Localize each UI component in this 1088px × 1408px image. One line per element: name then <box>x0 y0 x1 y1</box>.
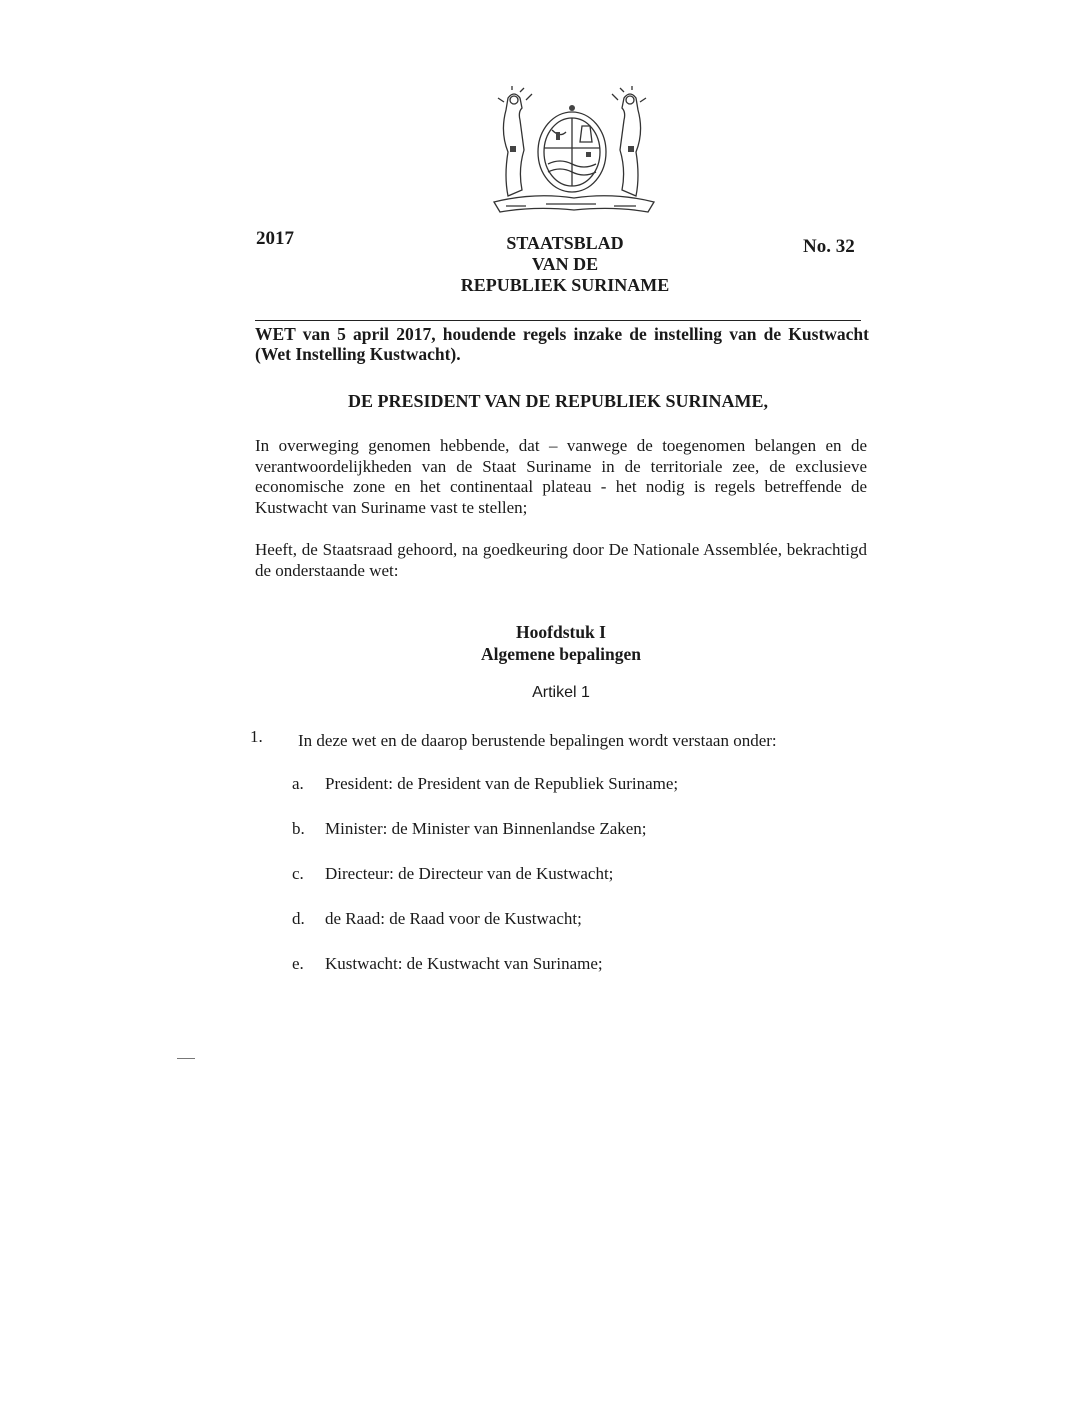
gazette-masthead <box>430 233 700 296</box>
clause-number: 1. <box>250 727 263 746</box>
definition-item <box>292 954 812 999</box>
masthead-line-1: STAATSBLAD <box>506 233 624 253</box>
title-divider <box>255 320 861 321</box>
definition-letter: b. <box>292 819 305 838</box>
gazette-year: 2017 <box>256 228 294 249</box>
definition-text: Kustwacht: de Kustwacht van Suriname; <box>325 954 603 973</box>
definition-text: Directeur: de Directeur van de Kustwacht; <box>325 864 614 883</box>
definition-letter: e. <box>292 954 304 973</box>
masthead-line-3: REPUBLIEK SURINAME <box>460 275 670 295</box>
definition-item <box>292 909 812 954</box>
chapter-heading <box>255 621 867 665</box>
definition-text: Minister: de Minister van Binnenlandse Zaken; <box>325 819 647 838</box>
chapter-title: Algemene bepalingen <box>481 644 641 664</box>
preamble-enactment: Heeft, de Staatsraad gehoord, na goedkeuring door De Nationale Assemblée, bekrachtigd de onderstaande wet: <box>255 540 867 580</box>
definition-letter: c. <box>292 864 304 883</box>
coat-of-arms-icon <box>486 86 662 222</box>
definition-item <box>292 774 812 819</box>
definition-letter: a. <box>292 774 304 793</box>
preamble-consideration: In overweging genomen hebbende, dat – vanwege de toegenomen belangen en de verantwoordelijkheden van de Staat Suriname in de territoriale zee, de exclusieve economische zone en het continentaal plateau - het nodig is regels betreffende de Kustwacht van Suriname vast te stellen; <box>255 436 867 517</box>
gazette-number: No. 32 <box>803 236 855 257</box>
definition-item <box>292 864 812 909</box>
definition-list <box>292 774 812 999</box>
article-label: Artikel 1 <box>532 684 590 701</box>
chapter-number: Hoofdstuk I <box>516 622 606 642</box>
definition-item <box>292 819 812 864</box>
definition-text: de Raad: de Raad voor de Kustwacht; <box>325 909 582 928</box>
law-title: WET van 5 april 2017, houdende regels inzake de instelling van de Kustwacht (Wet Instelling Kustwacht). <box>255 324 869 364</box>
footnote-mark <box>177 1058 195 1059</box>
president-heading: DE PRESIDENT VAN DE REPUBLIEK SURINAME, <box>347 391 769 411</box>
definition-text: President: de President van de Republiek Suriname; <box>325 774 679 793</box>
clause-text: In deze wet en de daarop berustende bepalingen wordt verstaan onder: <box>298 731 777 750</box>
masthead-line-2: VAN DE <box>531 254 599 274</box>
definition-letter: d. <box>292 909 305 928</box>
